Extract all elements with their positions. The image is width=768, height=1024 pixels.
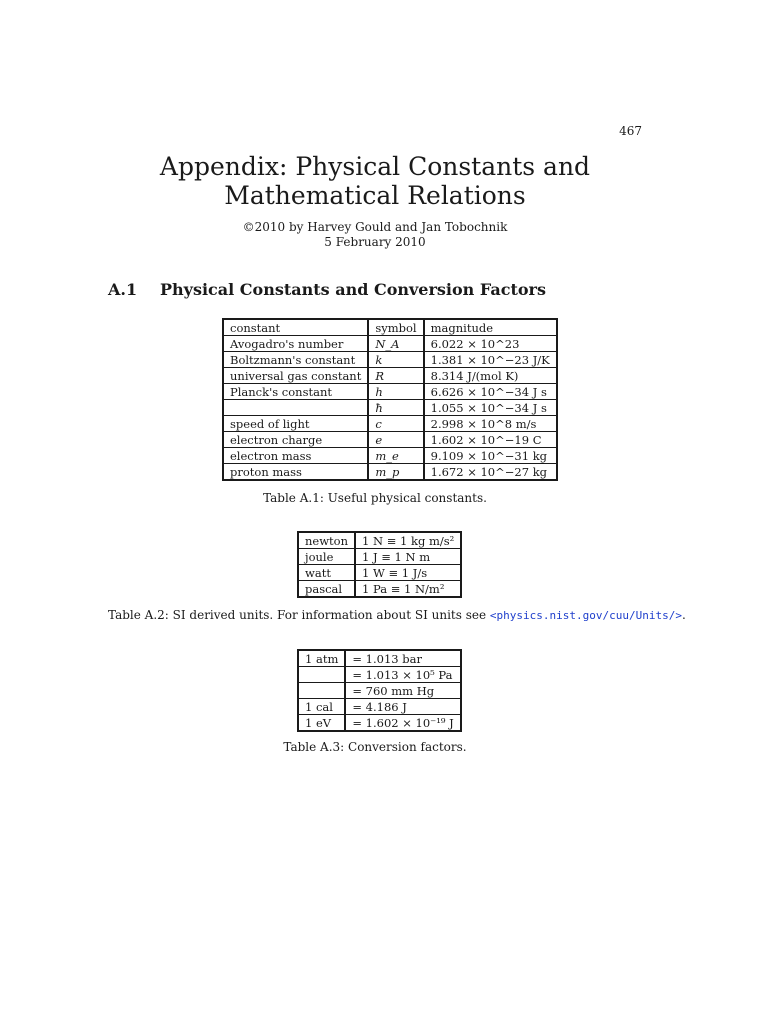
conversion-factors-table (297, 649, 462, 732)
table-cell: 1 J ≡ 1 N m (355, 549, 461, 565)
table-row (298, 699, 461, 715)
table-row (298, 650, 461, 667)
table-caption: Table A.1: Useful physical constants. (263, 491, 487, 505)
table-cell: h (368, 384, 423, 400)
table-row (223, 352, 557, 368)
table-row (223, 368, 557, 384)
table-cell: m_p (368, 464, 423, 481)
section-title: Physical Constants and Conversion Factors (160, 280, 546, 299)
table-cell: 8.314 J/(mol K) (424, 368, 557, 384)
table-row (298, 581, 461, 598)
table-row (223, 432, 557, 448)
table-cell: Boltzmann's constant (223, 352, 368, 368)
table-cell (223, 400, 368, 416)
table-cell: electron mass (223, 448, 368, 464)
table-cell: 1 Pa ≡ 1 N/m² (355, 581, 461, 598)
table-cell: = 1.602 × 10⁻¹⁹ J (345, 715, 460, 732)
byline (0, 220, 750, 250)
table-row (223, 336, 557, 352)
header-cell: symbol (368, 319, 423, 336)
table-cell: electron charge (223, 432, 368, 448)
table-cell: joule (298, 549, 355, 565)
table-cell: Planck's constant (223, 384, 368, 400)
table-cell: 6.626 × 10^−34 J s (424, 384, 557, 400)
table-cell: Avogadro's number (223, 336, 368, 352)
table-cell: = 1.013 × 10⁵ Pa (345, 667, 460, 683)
section-heading (108, 280, 546, 299)
table-row (223, 448, 557, 464)
table-cell: 1 eV (298, 715, 345, 732)
table-cell: ħ (368, 400, 423, 416)
table-cell (298, 667, 345, 683)
caption-end: . (681, 608, 686, 622)
table-cell: 1 atm (298, 650, 345, 667)
table-cell: = 1.013 bar (345, 650, 460, 667)
caption-text: Table A.2: SI derived units. For information about SI units see (108, 608, 490, 622)
table-row (298, 532, 461, 549)
table-row (298, 683, 461, 699)
table-cell: 6.022 × 10^23 (424, 336, 557, 352)
table-cell: 9.109 × 10^−31 kg (424, 448, 557, 464)
table-cell: proton mass (223, 464, 368, 481)
table-row (298, 549, 461, 565)
table-cell: N_A (368, 336, 423, 352)
table-row (223, 416, 557, 432)
table-header-row (223, 319, 557, 336)
table-cell: 2.998 × 10^8 m/s (424, 416, 557, 432)
table-caption: Table A.3: Conversion factors. (283, 740, 467, 754)
table-cell: speed of light (223, 416, 368, 432)
table-cell: e (368, 432, 423, 448)
header-cell: magnitude (424, 319, 557, 336)
physical-constants-table (222, 318, 558, 481)
table-cell (298, 683, 345, 699)
si-units-link[interactable]: <physics.nist.gov/cuu/Units/> (489, 609, 682, 622)
section-number: A.1 (108, 280, 138, 299)
table-cell: R (368, 368, 423, 384)
si-derived-units-table (297, 531, 462, 598)
title-line-1: Appendix: Physical Constants and (159, 152, 591, 181)
table-cell: 1.672 × 10^−27 kg (424, 464, 557, 481)
table-row (223, 400, 557, 416)
table-cell: m_e (368, 448, 423, 464)
page-number: 467 (619, 124, 642, 138)
date-line: 5 February 2010 (324, 235, 426, 249)
table-cell: newton (298, 532, 355, 549)
title-line-2: Mathematical Relations (224, 181, 526, 210)
table-caption (108, 608, 686, 622)
table-cell: 1.381 × 10^−23 J/K (424, 352, 557, 368)
table-cell: watt (298, 565, 355, 581)
table-cell: = 4.186 J (345, 699, 460, 715)
table-cell: 1.602 × 10^−19 C (424, 432, 557, 448)
header-cell: constant (223, 319, 368, 336)
copyright-line: ©2010 by Harvey Gould and Jan Tobochnik (242, 220, 508, 234)
table-row (223, 464, 557, 481)
table-cell: c (368, 416, 423, 432)
table-cell: 1 W ≡ 1 J/s (355, 565, 461, 581)
table-cell: = 760 mm Hg (345, 683, 460, 699)
table-cell: pascal (298, 581, 355, 598)
table-row (223, 384, 557, 400)
table-cell: 1 N ≡ 1 kg m/s² (355, 532, 461, 549)
table-cell: 1 cal (298, 699, 345, 715)
table-row (298, 715, 461, 732)
table-cell: 1.055 × 10^−34 J s (424, 400, 557, 416)
table-cell: k (368, 352, 423, 368)
table-row (298, 667, 461, 683)
table-cell: universal gas constant (223, 368, 368, 384)
page-title (0, 152, 750, 210)
table-row (298, 565, 461, 581)
